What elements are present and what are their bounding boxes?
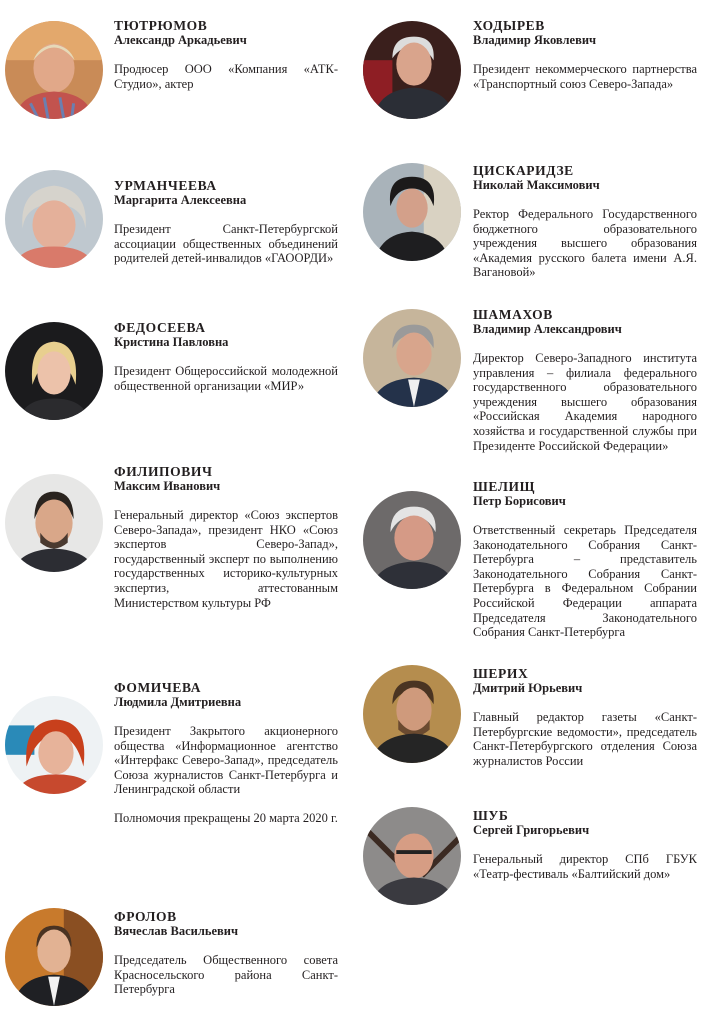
portrait-photo: [363, 163, 461, 261]
portrait-image: [5, 322, 103, 420]
person-surname: ШУБ: [473, 808, 509, 823]
portrait-photo: [5, 322, 103, 420]
portrait-photo: [5, 170, 103, 268]
portrait-image: [5, 474, 103, 572]
person-position: Президент некоммерческого партнерства «Транспортный союз Северо-Запада»: [473, 62, 697, 91]
person-surname: ФИЛИПОВИЧ: [114, 464, 213, 479]
person-given-name: Николай Максимович: [473, 178, 600, 192]
person-surname: ШЕЛИЩ: [473, 479, 536, 494]
portrait-image: [5, 908, 103, 1006]
person-given-name: Людмила Дмитриевна: [114, 695, 242, 709]
person-position: Продюсер ООО «Компания «АТК-Студио», актер: [114, 62, 338, 91]
portrait-photo: [363, 807, 461, 905]
portrait-image: [363, 665, 461, 763]
person-surname: УРМАНЧЕЕВА: [114, 178, 217, 193]
portrait-photo: [5, 696, 103, 794]
portrait-photo: [363, 21, 461, 119]
portrait-photo: [363, 665, 461, 763]
portrait-image: [363, 807, 461, 905]
person-given-name: Владимир Яковлевич: [473, 33, 597, 47]
person-surname: ФОМИЧЕВА: [114, 680, 202, 695]
person-position: Директор Северо-Западного института управления – филиала федерального государственного образовательного учреждения высшего образования «Российская Академия народного хозяйства и государственной службы при Президенте Российской Федерации»: [473, 351, 697, 453]
person-surname: ФЕДОСЕЕВА: [114, 320, 206, 335]
person-surname: ШАМАХОВ: [473, 307, 553, 322]
portrait-image: [5, 696, 103, 794]
portrait-image: [5, 170, 103, 268]
person-given-name: Сергей Григорьевич: [473, 823, 590, 837]
person-given-name: Вячеслав Васильевич: [114, 924, 239, 938]
person-given-name: Маргарита Алексеевна: [114, 193, 247, 207]
portrait-image: [363, 309, 461, 407]
person-position: Председатель Общественного совета Красносельского района Санкт-Петербурга: [114, 953, 338, 997]
person-position: Главный редактор газеты «Санкт-Петербургские ведомости», председатель Санкт-Петербургского отделения Союза журналистов России: [473, 710, 697, 768]
person-position: Президент Санкт-Петербургской ассоциации общественных объединений родителей детей-инвалидов «ГАООРДИ»: [114, 222, 338, 266]
person-surname: ФРОЛОВ: [114, 909, 177, 924]
portrait-image: [363, 21, 461, 119]
person-position: Президент Закрытого акционерного общества «Информационное агентство «Интерфакс Северо-Запад», председатель Союза журналистов Санкт-Петербурга и Ленинградской области: [114, 724, 338, 797]
person-given-name: Дмитрий Юрьевич: [473, 681, 583, 695]
person-note: Полномочия прекращены 20 марта 2020 г.: [114, 810, 338, 825]
portrait-image: [5, 21, 103, 119]
person-given-name: Владимир Александрович: [473, 322, 622, 336]
person-given-name: Максим Иванович: [114, 479, 221, 493]
person-given-name: Петр Борисович: [473, 494, 566, 508]
portrait-photo: [363, 309, 461, 407]
person-given-name: Кристина Павловна: [114, 335, 229, 349]
portrait-photo: [5, 21, 103, 119]
person-surname: ТЮТРЮМОВ: [114, 18, 208, 33]
person-given-name: Александр Аркадьевич: [114, 33, 247, 47]
person-position: Президент Общероссийской молодежной общественной организации «МИР»: [114, 364, 338, 393]
person-position: Ректор Федерального Государственного бюджетного образовательного учреждения высшего образования «Академия русского балета имени А.Я. Вагановой»: [473, 207, 697, 280]
portrait-photo: [5, 474, 103, 572]
person-position: Генеральный директор СПб ГБУК «Театр-фестиваль «Балтийский дом»: [473, 852, 697, 881]
person-position: Генеральный директор «Союз экспертов Северо-Запада», президент НКО «Союз экспертов Северо-Запад», государственный эксперт по выполнению государственных историко-культурных экспертиз, аттестованным Министерством культуры РФ: [114, 508, 338, 610]
portrait-photo: [363, 491, 461, 589]
person-position: Ответственный секретарь Председателя Законодательного Собрания Санкт-Петербурга – представитель Законодательного Собрания Санкт-Петербурга в Федеральном Собрании Российской Федерации аппарата Председателя Законодательного Собрания Санкт-Петербурга: [473, 523, 697, 640]
person-surname: ШЕРИХ: [473, 666, 529, 681]
portrait-photo: [5, 908, 103, 1006]
person-surname: ХОДЫРЕВ: [473, 18, 545, 33]
person-surname: ЦИСКАРИДЗЕ: [473, 163, 574, 178]
portrait-image: [363, 491, 461, 589]
portrait-image: [363, 163, 461, 261]
